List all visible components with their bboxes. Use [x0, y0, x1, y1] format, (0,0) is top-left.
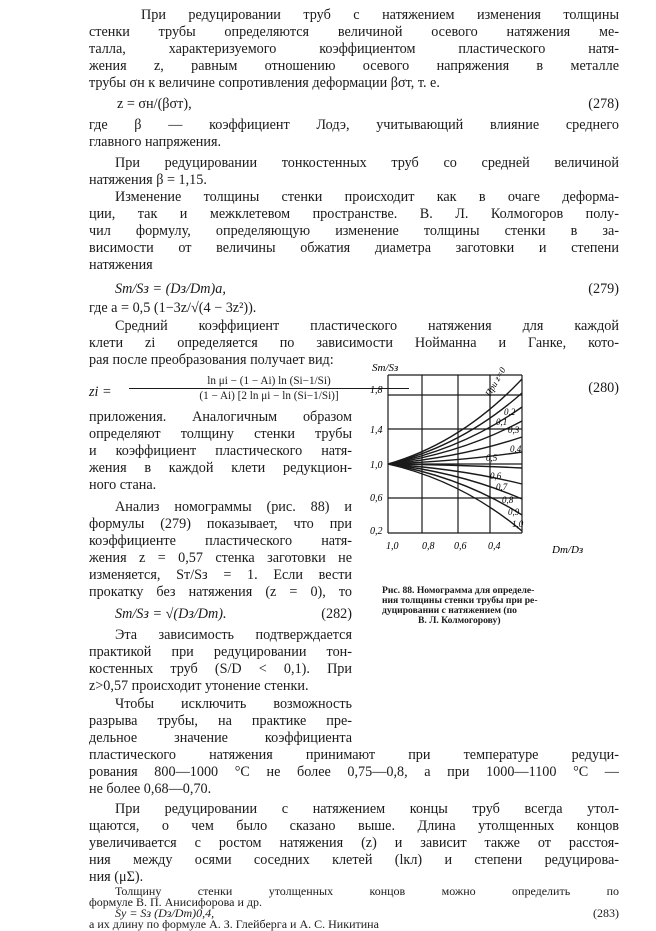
text-line: Чтобы исключить возможность [115, 696, 352, 712]
text-line: не более 0,68—0,70. [89, 781, 212, 797]
y-tick-label: 1,4 [370, 425, 383, 436]
text-line: щаются, о чем было сказано выше. Длина утолщенных концов [89, 818, 619, 834]
equation-number: (279) [588, 281, 619, 297]
text-line: жения z, равным отношению осевого напряжения в металле [89, 58, 619, 74]
text-line: коэффициенте пластического натя- [89, 533, 352, 549]
text-line: практикой при редуцировании тон- [89, 644, 352, 660]
text-line: рования 800—1000 °С не более 0,75—0,8, а при 1000—1100 °С — [89, 764, 619, 780]
text-line: ного стана. [89, 477, 157, 493]
text-line: чил формулу, определяющую изменение толщины стенки в за- [89, 223, 619, 239]
curve-label: 0,7 [496, 482, 508, 492]
curve-label: 0,6 [490, 471, 502, 481]
curve-label: 0,9 [508, 507, 520, 517]
equation-numerator: ln μi − (1 − Ai) ln (Si−1/Si) [129, 375, 409, 389]
text-line: жения в каждой клети редукцион- [89, 460, 352, 476]
text-line: висимости от величины обжатия диаметра заготовки и степени [89, 240, 619, 256]
equation-formula: z = σн/(βσт), [117, 96, 192, 112]
caption-line: дуцировании с натяжением (по [382, 604, 517, 616]
text-line: дельное значение коэффициента [89, 730, 352, 746]
x-tick-label: 0,6 [454, 541, 467, 552]
equation-number: (280) [588, 380, 619, 396]
text-line: прокатку без натяжения (z = 0), то [89, 584, 352, 600]
text-line: Изменение толщины стенки происходит как в очаге деформа- [115, 189, 619, 205]
text-line: трубы σн к величине сопротивления деформации βσт, т. е. [89, 75, 440, 91]
equation-279-condition: где a = 0,5 (1−3z/√(4 − 3z²)). [89, 300, 257, 316]
text-line: изменяется, Sт/Sз = 1. Если вести [89, 567, 352, 583]
text-line: талла, характеризуемого коэффициентом пластического натя- [89, 41, 619, 57]
y-tick-label: 1,8 [370, 385, 383, 396]
x-axis-label: Dт/Dз [552, 544, 584, 556]
y-tick-label: 1,0 [370, 460, 383, 471]
y-axis-label: Sт/Sз [372, 362, 399, 374]
text-line: При редуцировании с натяжением концы труб всегда утол- [115, 801, 619, 817]
lower-block [89, 886, 619, 931]
x-tick-label: 0,4 [488, 541, 501, 552]
text-line: жения z = 0,57 стенка заготовки не [89, 550, 352, 566]
text-line: Толщину стенки утолщенных концов можно определить по [115, 886, 619, 898]
y-tick-label: 0,2 [370, 526, 383, 537]
y-tick-label: 0,6 [370, 493, 383, 504]
equation-formula: Sт/Sз = (Dз/Dт)a, [115, 281, 226, 297]
text-line: главного напряжения. [89, 134, 222, 150]
equation-number: (283) [593, 906, 619, 920]
text-line: приложения. Аналогичным образом [89, 409, 352, 425]
text-line: рая после преобразования получает вид: [89, 352, 334, 368]
nomogram-curves [388, 379, 522, 531]
curve-label: 1,0 [512, 519, 524, 529]
x-tick-label: 0,8 [422, 541, 435, 552]
text-line: увеличивается с ростом натяжения (z) и зависит также от расстоя- [89, 835, 619, 851]
caption-line: ния толщины стенки трубы при ре- [382, 594, 538, 606]
text-line: где β — коэффициент Лодэ, учитывающий влияние среднего [89, 117, 619, 133]
text-line: разрыва трубы, на практике пре- [89, 713, 352, 729]
equation-denominator: (1 − Ai) [2 ln μi − ln (Si−1/Si)] [199, 390, 339, 402]
curve-label: 0,3 [508, 425, 520, 435]
text-line: Анализ номограммы (рис. 88) и [115, 499, 352, 515]
curve-label: 0,5 [486, 453, 498, 463]
caption-line: В. Л. Колмогорову) [418, 614, 501, 626]
text-line: формулы (279) показывает, что при [89, 516, 352, 532]
nomogram-figure [362, 357, 627, 615]
equation-formula: Sт/Sз = √(Dз/Dт). [115, 606, 227, 622]
text-line: пластического натяжения принимают при температуре редуци- [89, 747, 619, 763]
text-line: Эта зависимость подтверждается [115, 627, 352, 643]
text-line: ции, так и межклетевом пространстве. В. Л. Колмогоров полу- [89, 206, 619, 222]
text-line: При редуцировании тонкостенных труб со средней величиной [115, 155, 619, 171]
text-line: ния (μΣ). [89, 869, 144, 885]
text-line: ния между осями соседних клетей (lкл) и степени редуцирова- [89, 852, 619, 868]
curve-label: 0,1 [496, 417, 508, 427]
curve-label: При z=0 [483, 365, 508, 398]
curve-label: 0,2 [504, 407, 516, 417]
text-line: При редуцировании труб с натяжением изменения толщины [141, 7, 619, 23]
text-line: костенных труб (S/D < 0,1). При [89, 661, 352, 677]
equation-number: (282) [321, 606, 352, 622]
curve-label: 0,8 [502, 495, 514, 505]
text-line: и коэффициент пластического натя- [89, 443, 352, 459]
equation-formula: Sу = Sз (Dз/Dт)0,4, [115, 906, 215, 920]
text-line: натяжения β = 1,15. [89, 172, 207, 188]
nomogram-svg [362, 357, 627, 615]
x-tick-label: 1,0 [386, 541, 399, 552]
equation-lhs: zi = [89, 384, 112, 400]
text-line: формуле В. П. Анисифорова и др. [89, 895, 263, 909]
text-line: стенки трубы определяются величиной осевого натяжения ме- [89, 24, 619, 40]
text-line: определяют толщину стенки трубы [89, 426, 352, 442]
text-line: а их длину по формуле А. З. Глейберга и А. С. Никитина [89, 917, 379, 931]
caption-line: Рис. 88. Номограмма для определе- [382, 584, 535, 596]
text-line: Средний коэффициент пластического натяжения для каждой [115, 318, 619, 334]
curve-label: 0,4 [510, 444, 522, 454]
equation-number: (278) [588, 96, 619, 112]
text-line: натяжения [89, 257, 153, 273]
text-line: z>0,57 происходит утонение стенки. [89, 678, 309, 694]
text-line: клети zi определяется по зависимости Нойманна и Ганке, кото- [89, 335, 619, 351]
